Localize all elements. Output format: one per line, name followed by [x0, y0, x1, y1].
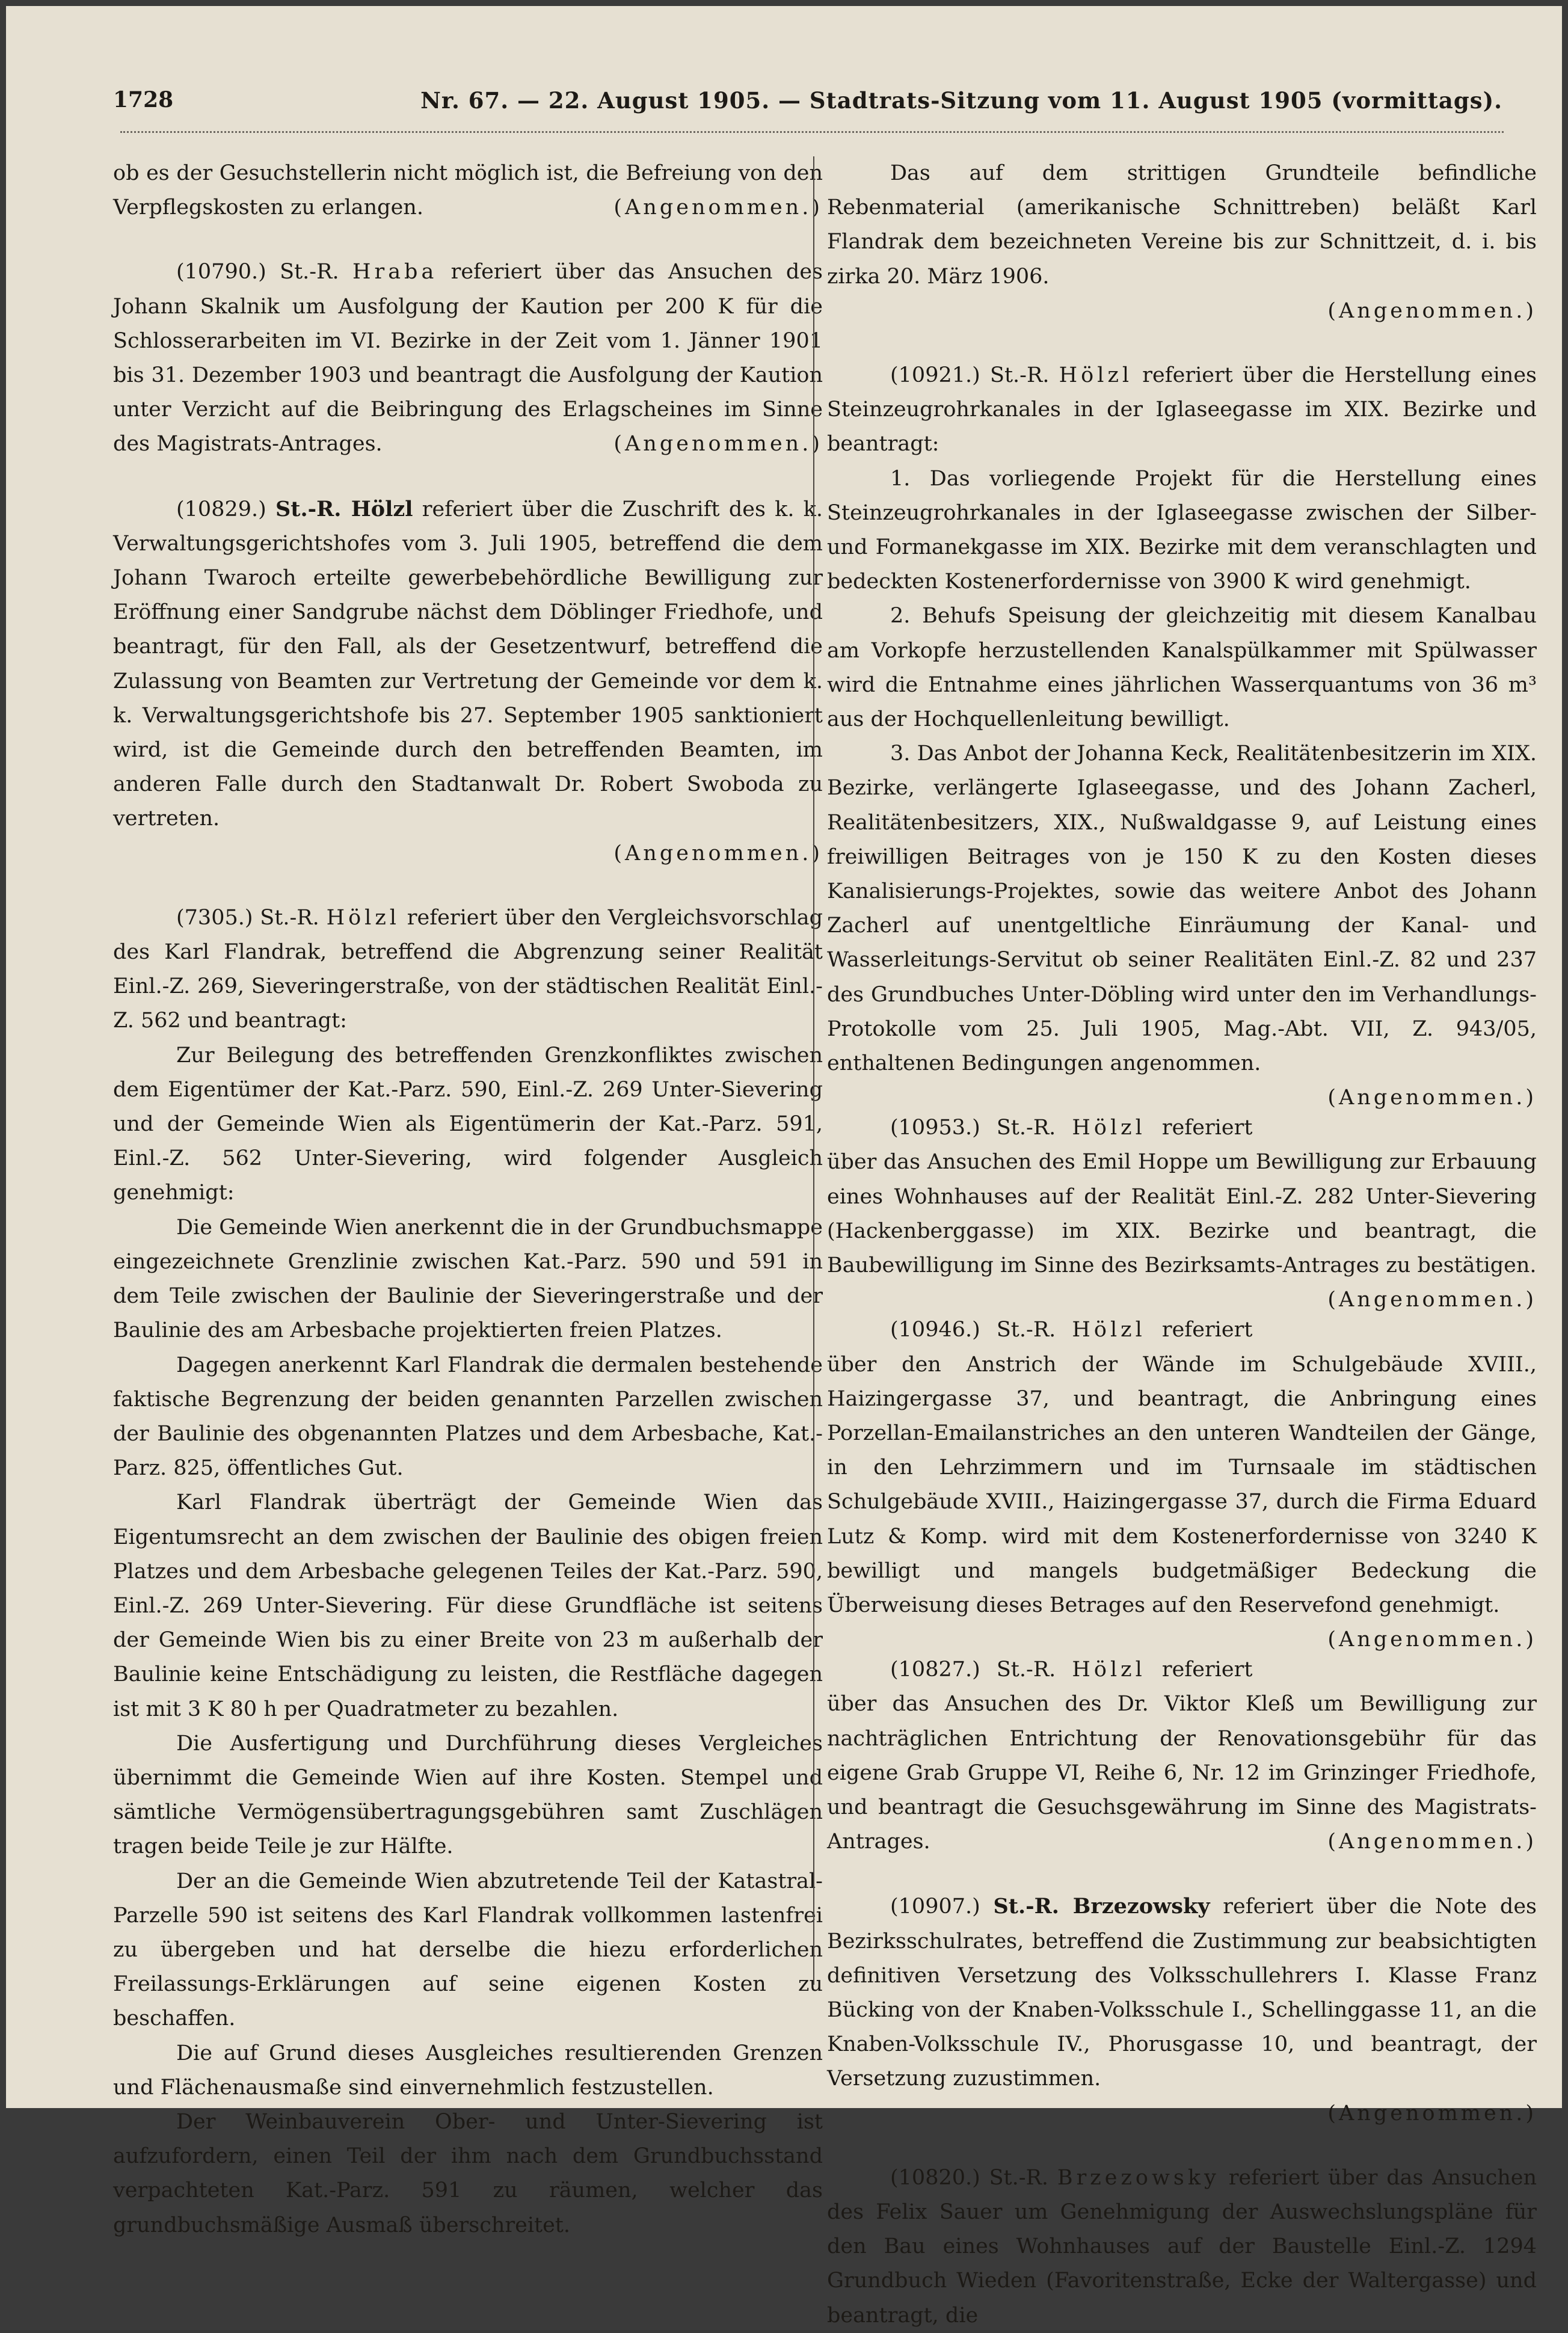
item-number: (10820.) St.-R. — [890, 2165, 1057, 2190]
paragraph-text: Das auf dem strittigen Grundteile befindliche Rebenmaterial (amerikanische Schnittreben) beläßt Karl Flandrak dem bezeichneten Vereine bis zur Schnittzeit, d. i. bis zirka 20. März 1906. — [827, 161, 1537, 289]
paragraph-text: 2. Behufs Speisung der gleichzeitig mit diesem Kanalbau am Vorkopfe herzustellenden Kanalspülkammer mit Spülwasser wird die Entnahme eines jährlichen Wasserquantums von 36 m³ aus der Hochquellenleitung bewilligt. — [827, 604, 1537, 732]
paragraph-text: referiert über das Ansuchen des Dr. Viktor Kleß um Bewilligung zur nachträglichen Entrichtung der Renovationsgebühr für das eigene Grab Gruppe VI, Reihe 6, Nr. 12 im Grinzinger Friedhofe, und beantragt die Gesuchsgewährung im Sinne des Magistrats-Antrages. — [827, 1658, 1537, 1854]
speaker-name: Hraba — [352, 260, 438, 284]
page-sheet — [6, 6, 1562, 2328]
paragraph — [827, 737, 1537, 1110]
paragraph-text: Der an die Gemeinde Wien abzutretende Teil der Katastral-Parzelle 590 ist seitens des Karl Flandrak vollkommen lastenfrei zu übergeben und hat derselbe die hiezu erforderlichen Freilassungs-Erklärungen auf seine eigenen Kosten zu beschaffen. — [113, 1869, 823, 2031]
paragraph — [827, 1111, 1537, 1312]
column-divider — [813, 156, 814, 1985]
accepted-note: (Angenommen.) — [1327, 1288, 1537, 1312]
paragraph — [113, 492, 823, 837]
item-number: (10921.) St.-R. — [890, 363, 1059, 388]
paragraph-text: 3. Das Anbot der Johanna Keck, Realitätenbesitzerin im XIX. Bezirke, verlängerte Iglaseegasse, und des Johann Zacherl, Realitätenbesitzers, XIX., Nußwaldgasse 9, auf Leistung eines freiwilligen Beitrages von je 150 K zu den Kosten dieses Kanalisierungs-Projektes, sowie das weitere Anbot des Johann Zacherl auf unentgeltliche Einräumung der Kanal- und Wasserleitungs-Servitut ob seiner Realitäten Einl.-Z. 82 und 237 des Grundbuches Unter-Döbling wird unter den im Verhandlungs-Protokolle vom 25. Juli 1905, Mag.-Abt. VII, Z. 943/05, enthaltenen Bedingungen angenommen. — [827, 742, 1537, 1076]
paragraph-text: Der Weinbauverein Ober- und Unter-Sievering ist aufzufordern, einen Teil der ihm nach dem Grundbuchsstand verpachteten Kat.-Parz. 591 zu räumen, welcher das grundbuchsmäßige Ausmaß überschreitet. — [113, 2109, 823, 2237]
speaker-name: Hölzl — [1072, 1318, 1146, 1342]
item-number: (10790.) St.-R. — [176, 260, 352, 284]
paragraph-text: referiert über das Ansuchen des Felix Sauer um Genehmigung der Auswechslungspläne für den Bau eines Wohnhauses auf der Baustelle Einl.-Z. 1294 Grundbuch Wieden (Favoritenstraße, Ecke der Waltergasse) und beantragt, die — [827, 2165, 1537, 2328]
header-divider — [120, 131, 1504, 133]
paragraph-text: referiert über das Ansuchen des Emil Hoppe um Bewilligung zur Erbauung eines Wohnhauses auf der Realität Einl.-Z. 282 Unter-Sievering (Hackenberggasse) im XIX. Bezirke und beantragt, die Baubewilligung im Sinne des Bezirksamts-Antrages zu bestätigen. — [827, 1116, 1537, 1278]
item-number: (10827.) St.-R. — [890, 1658, 1072, 1682]
item-number: (7305.) St.-R. — [176, 905, 327, 930]
item-number: (10946.) St.-R. — [890, 1318, 1072, 1342]
paragraph-text: referiert über die Herstellung eines Steinzeugrohrkanales in der Iglaseegasse im XIX. Bezirke und beantragt: — [827, 363, 1537, 456]
page-number: 1728 — [113, 87, 174, 112]
speaker-name: Hölzl — [326, 905, 400, 930]
speaker-name: Hölzl — [1072, 1658, 1146, 1682]
accepted-note: (Angenommen.) — [1327, 2101, 1537, 2126]
paragraph — [827, 2161, 1537, 2333]
paragraph — [827, 1313, 1537, 1652]
page-header — [113, 87, 1502, 123]
speaker-name: St.-R. Brzezowsky — [993, 1894, 1210, 1919]
paragraph — [113, 255, 823, 461]
paragraph-text: Die auf Grund dieses Ausgleiches resultierenden Grenzen und Flächenausmaße sind einvernehmlich festzustellen. — [113, 2041, 823, 2100]
paragraph-text: Karl Flandrak überträgt der Gemeinde Wien das Eigentumsrecht an dem zwischen der Baulinie des obigen freien Platzes und dem Arbesbache gelegenen Teiles der Kat.-Parz. 590, Einl.-Z. 269 Unter-Sievering. Für diese Grundfläche ist seitens der Gemeinde Wien bis zu einer Breite von 23 m außerhalb der Baulinie keine Entschädigung zu leisten, die Restfläche dagegen ist mit 3 K 80 h per Quadratmeter zu bezahlen. — [113, 1490, 823, 1721]
paragraph-text: Die Ausfertigung und Durchführung dieses Vergleiches übernimmt die Gemeinde Wien auf ihre Kosten. Stempel und sämtliche Vermögensübertragungsgebühren samt Zuschlägen tragen beide Teile je zur Hälfte. — [113, 1731, 823, 1859]
paragraph — [113, 901, 823, 1039]
accepted-note: (Angenommen.) — [1327, 1086, 1537, 1110]
right-column — [827, 156, 1537, 2333]
accepted-note: (Angenommen.) — [613, 432, 823, 456]
running-title: Nr. 67. — 22. August 1905. — Stadtrats-Sitzung vom 11. August 1905 (vormittags). — [420, 87, 1502, 114]
paragraph-text: ob es der Gesuchstellerin nicht möglich ist, die Befreiung von den Verpflegskosten zu erlangen. — [113, 161, 823, 220]
paragraph-text: referiert über den Vergleichsvorschlag des Karl Flandrak, betreffend die Abgrenzung seiner Realität Einl.-Z. 269, Sieveringerstraße, von der städtischen Realität Einl.-Z. 562 und beantragt: — [113, 905, 823, 1033]
speaker-name: Brzezowsky — [1057, 2165, 1220, 2190]
paragraph-text: Zur Beilegung des betreffenden Grenzkonfliktes zwischen dem Eigentümer der Kat.-Parz. 590, Einl.-Z. 269 Unter-Sievering und der Gemeinde Wien als Eigentümerin der Kat.-Parz. 591, Einl.-Z. 562 Unter-Sievering, wird folgender Ausgleich genehmigt: — [113, 1043, 823, 1205]
accepted-note: (Angenommen.) — [1327, 1628, 1537, 1652]
paragraph — [827, 1653, 1537, 1859]
paragraph-text: referiert über die Note des Bezirksschulrates, betreffend die Zustimmung zur beabsichtigten definitiven Versetzung des Volksschullehrers I. Klasse Franz Bücking von der Knaben-Volksschule I., Schellinggasse 11, an die Knaben-Volksschule IV., Phorusgasse 10, und beantragt, der Versetzung zuzustimmen. — [827, 1895, 1537, 2091]
speaker-name: St.-R. Hölzl — [275, 496, 413, 521]
paragraph-text: 1. Das vorliegende Projekt für die Herstellung eines Steinzeugrohrkanales in der Iglaseegasse zwischen der Silber- und Formanekgasse im XIX. Bezirke mit dem veranschlagten und bedeckten Kostenerfordernisse von 3900 K wird genehmigt. — [827, 466, 1537, 594]
speaker-name: Hölzl — [1072, 1116, 1146, 1140]
paragraph — [113, 156, 823, 225]
item-number: (10953.) St.-R. — [890, 1116, 1072, 1140]
left-column — [113, 156, 823, 2243]
paragraph-text: referiert über das Ansuchen des Johann Skalnik um Ausfolgung der Kaution per 200 K für die Schlosserarbeiten im VI. Bezirke in der Zeit vom 1. Jänner 1901 bis 31. Dezember 1903 und beantragt die Ausfolgung der Kaution unter Verzicht auf die Beibringung des Erlagscheines im Sinne des Magistrats-Antrages. — [113, 260, 823, 456]
item-number: (10829.) — [176, 497, 275, 521]
paragraph-text: Die Gemeinde Wien anerkennt die in der Grundbuchsmappe eingezeichnete Grenzlinie zwischen Kat.-Parz. 590 und 591 in dem Teile zwischen der Baulinie der Sieveringerstraße und der Baulinie des am Arbesbache projektierten freien Platzes. — [113, 1215, 823, 1343]
paragraph — [827, 1889, 1537, 2096]
item-number: (10907.) — [890, 1895, 994, 1919]
accepted-note: (Angenommen.) — [1327, 1830, 1537, 1854]
paragraph-text: Dagegen anerkennt Karl Flandrak die dermalen bestehende faktische Begrenzung der beiden genannten Parzellen zwischen der Baulinie des obgenannten Platzes und dem Arbesbache, Kat.-Parz. 825, öffentliches Gut. — [113, 1353, 823, 1481]
accepted-note: (Angenommen.) — [1327, 298, 1537, 323]
speaker-name: Hölzl — [1059, 363, 1133, 388]
accepted-note: (Angenommen.) — [613, 195, 823, 220]
paragraph-text: referiert über die Zuschrift des k. k. Verwaltungsgerichtshofes vom 3. Juli 1905, betreffend die dem Johann Twaroch erteilte gewerbebehördliche Bewilligung zur Eröffnung einer Sandgrube nächst dem Döblinger Friedhofe, und beantragt, für den Fall, als der Gesetzentwurf, betreffend die Zulassung von Beamten zur Vertretung der Gemeinde vor dem k. k. Verwaltungsgerichtshofe bis 27. September 1905 sanktioniert wird, ist die Gemeinde durch den betreffenden Beamten, im anderen Falle durch den Stadtanwalt Dr. Robert Swoboda zu vertreten. — [113, 497, 823, 831]
accepted-note: (Angenommen.) — [613, 841, 823, 865]
paragraph — [827, 358, 1537, 462]
paragraph-text: referiert über den Anstrich der Wände im Schulgebäude XVIII., Haizingergasse 37, und beantragt, die Anbringung eines Porzellan-Emailanstriches an den unteren Wandteilen der Gänge, in den Lehrzimmern und im Turnsaale im städtischen Schulgebäude XVIII., Haizingergasse 37, durch die Firma Eduard Lutz & Komp. wird mit dem Kostenerfordernisse von 3240 K bewilligt und mangels budgetmäßiger Bedeckung die Überweisung dieses Betrages auf den Reservefond genehmigt. — [827, 1318, 1537, 1617]
